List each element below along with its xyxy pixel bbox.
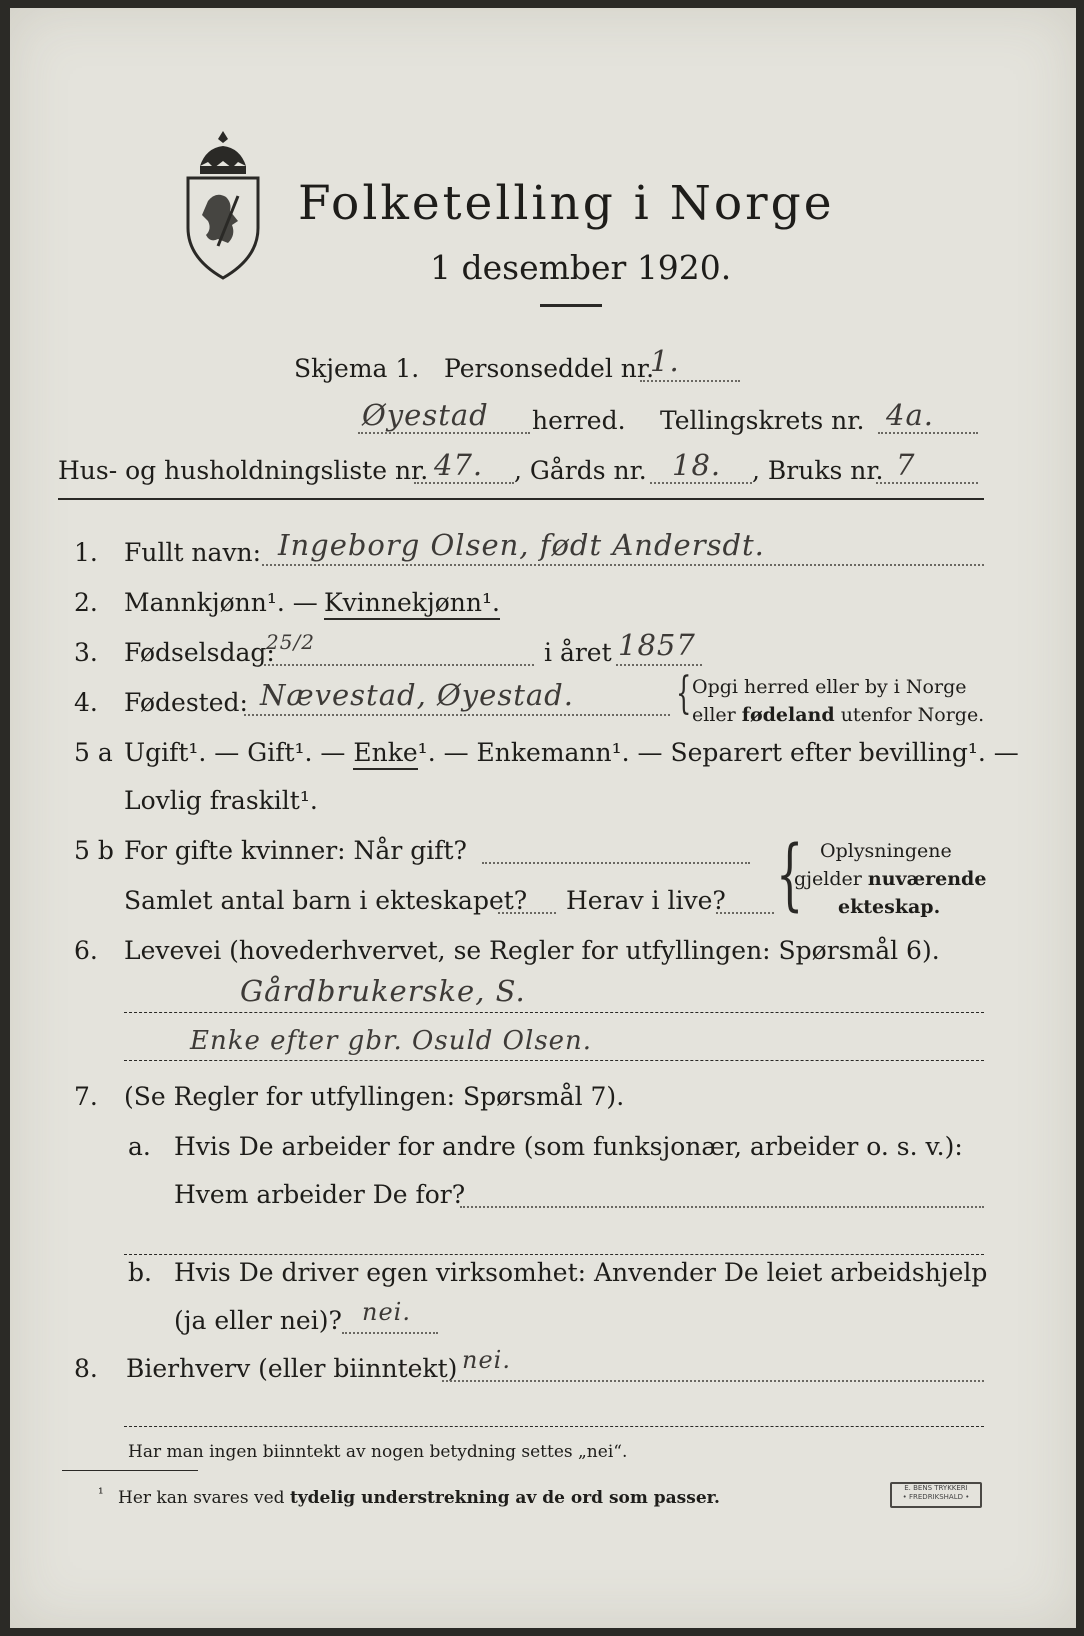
gards-line [650,482,752,484]
q7-number: 7. [74,1082,98,1111]
printer-stamp: E. BENS TRYKKERI • FREDRIKSHALD • [890,1482,982,1508]
q5b-label: For gifte kvinner: Når gift? [124,836,467,865]
q5b-note-line2: gjelder nuværende [794,868,987,890]
q1-value: Ingeborg Olsen, født Andersdt. [278,528,765,562]
q5b-children-line [498,912,556,914]
q5a-number: 5 a [74,738,113,767]
q5b-children: Samlet antal barn i ekteskapet? [124,886,528,915]
q7a-line2 [124,1254,984,1255]
hus-value: 47. [434,448,484,482]
personseddel-value: 1. [650,344,680,378]
herred-label: herred. [532,406,626,435]
q6-number: 6. [74,936,98,965]
gards-label: , Gårds nr. [514,456,647,485]
q4-number: 4. [74,688,98,717]
q7-label: (Se Regler for utfyllingen: Spørsmål 7). [124,1082,625,1111]
gards-value: 18. [672,448,722,482]
herred-value: Øyestad [362,398,489,432]
q8-value: nei. [462,1346,511,1374]
bruks-line [876,482,978,484]
schema-label: Skjema 1. [294,354,420,383]
q6-line1 [124,1012,984,1013]
hus-line [414,482,514,484]
q8-line [442,1380,984,1382]
q7a-line1 [460,1206,984,1208]
q1-line [262,564,984,566]
bruks-label: , Bruks nr. [752,456,884,485]
q5b-alive: Herav i live? [566,886,726,915]
q4-note-line2: eller fødeland utenfor Norge. [692,704,985,726]
q7a-text: Hvis De arbeider for andre (som funksjonær, arbeider o. s. v.): [174,1132,963,1161]
q7b-question: (ja eller nei)? [174,1306,342,1335]
q1-label: Fullt navn: [124,538,262,567]
q7b-text: Hvis De driver egen virksomhet: Anvender De leiet arbeidshjelp [174,1258,988,1287]
q5b-note-line3: ekteskap. [838,896,941,918]
q4-value: Nævestad, Øyestad. [260,678,574,712]
q5a-line1: Ugift¹. — Gift¹. — Enke¹. — Enkemann¹. — Separert efter bevilling¹. — [124,738,1019,767]
footnote-text: Her kan svares ved tydelig understrekning av de ord som passer. [118,1488,720,1508]
q7b-letter: b. [128,1258,152,1287]
q8-label: Bierhverv (eller biinntekt) [126,1354,458,1383]
q3-year-value: 1857 [618,628,696,662]
q3-year-line [616,664,702,666]
hus-label: Hus- og husholdningsliste nr. [58,456,429,485]
q5b-alive-line [716,912,774,914]
q5b-number: 5 b [74,836,114,865]
census-form-page [10,8,1076,1628]
census-date: 1 desember 1920. [430,248,732,287]
q2-number: 2. [74,588,98,617]
bruks-value: 7 [896,448,916,482]
q6-value2: Enke efter gbr. Osuld Olsen. [190,1026,593,1056]
personseddel-line [640,380,740,382]
tellingskrets-value: 4a. [886,398,934,432]
footer-note: Har man ingen biinntekt av nogen betydning settes „nei“. [128,1442,628,1462]
q1-number: 1. [74,538,98,567]
coat-of-arms-icon [178,126,268,286]
q6-label: Levevei (hovederhvervet, se Regler for utfyllingen: Spørsmål 6). [124,936,940,965]
tellingskrets-label: Tellingskrets nr. [660,406,865,435]
q4-label: Fødested: [124,688,248,717]
header-rule [58,498,984,500]
q6-value1: Gårdbrukerske, S. [240,974,526,1008]
q5b-married-line [482,862,750,864]
q5b-note-line1: Oplysningene [820,840,952,862]
q2-male: Mannkjønn¹. — [124,588,318,617]
tellingskrets-line [878,432,978,434]
q7b-line [342,1332,438,1334]
q8-line2 [124,1426,984,1427]
q3-year-label: i året [544,638,612,667]
q5a-line2: Lovlig fraskilt¹. [124,786,318,815]
q3-label: Fødselsdag: [124,638,275,667]
q4-brace: { [676,668,692,719]
q5b-brace: { [776,830,804,920]
footnote-mark: ¹ [98,1486,104,1502]
q3-value: 25/2 [266,630,315,654]
page-title: Folketelling i Norge [298,176,835,231]
q6-line2 [124,1060,984,1061]
q7b-value: nei. [362,1298,411,1326]
personseddel-label: Personseddel nr. [444,354,655,383]
q3-line [264,664,534,666]
q2-female: Kvinnekjønn¹. [324,588,500,620]
herred-line [358,432,530,434]
q3-number: 3. [74,638,98,667]
q7a-who: Hvem arbeider De for? [174,1180,466,1209]
q7a-letter: a. [128,1132,151,1161]
q5a-enke: Enke [353,738,417,770]
q4-note-line1: Opgi herred eller by i Norge [692,676,967,698]
q4-line [244,714,670,716]
title-divider [540,304,602,307]
footnote-rule [62,1470,198,1471]
q8-number: 8. [74,1354,98,1383]
